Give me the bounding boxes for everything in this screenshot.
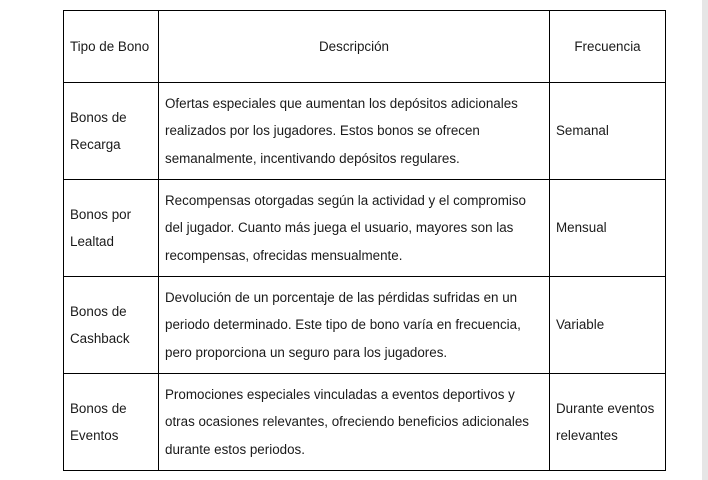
cell-frequency: Durante eventos relevantes [550, 374, 666, 471]
cell-bonus-type: Bonos de Cashback [64, 277, 159, 374]
cell-description: Ofertas especiales que aumentan los depósitos adicionales realizados por los jugadores. Estos bonos se ofrecen semanalmente, incentivando depósitos regulares. [159, 83, 550, 180]
cell-description: Recompensas otorgadas según la actividad y el compromiso del jugador. Cuanto más juega el usuario, mayores son las recompensas, ofrecidas mensualmente. [159, 180, 550, 277]
table-row [64, 374, 666, 471]
cell-bonus-type: Bonos por Lealtad [64, 180, 159, 277]
table-row [64, 277, 666, 374]
bonus-table [63, 10, 666, 471]
header-tipo-de-bono: Tipo de Bono [64, 11, 159, 83]
cell-bonus-type: Bonos de Recarga [64, 83, 159, 180]
cell-frequency: Mensual [550, 180, 666, 277]
cell-description: Promociones especiales vinculadas a eventos deportivos y otras ocasiones relevantes, ofreciendo beneficios adicionales durante estos periodos. [159, 374, 550, 471]
table-row [64, 83, 666, 180]
header-frecuencia: Frecuencia [550, 11, 666, 83]
cell-frequency: Variable [550, 277, 666, 374]
cell-frequency: Semanal [550, 83, 666, 180]
page-edge [702, 0, 708, 480]
table-row [64, 180, 666, 277]
cell-bonus-type: Bonos de Eventos [64, 374, 159, 471]
table-header-row [64, 11, 666, 83]
header-descripcion: Descripción [159, 11, 550, 83]
cell-description: Devolución de un porcentaje de las pérdidas sufridas en un periodo determinado. Este tipo de bono varía en frecuencia, pero proporciona un seguro para los jugadores. [159, 277, 550, 374]
